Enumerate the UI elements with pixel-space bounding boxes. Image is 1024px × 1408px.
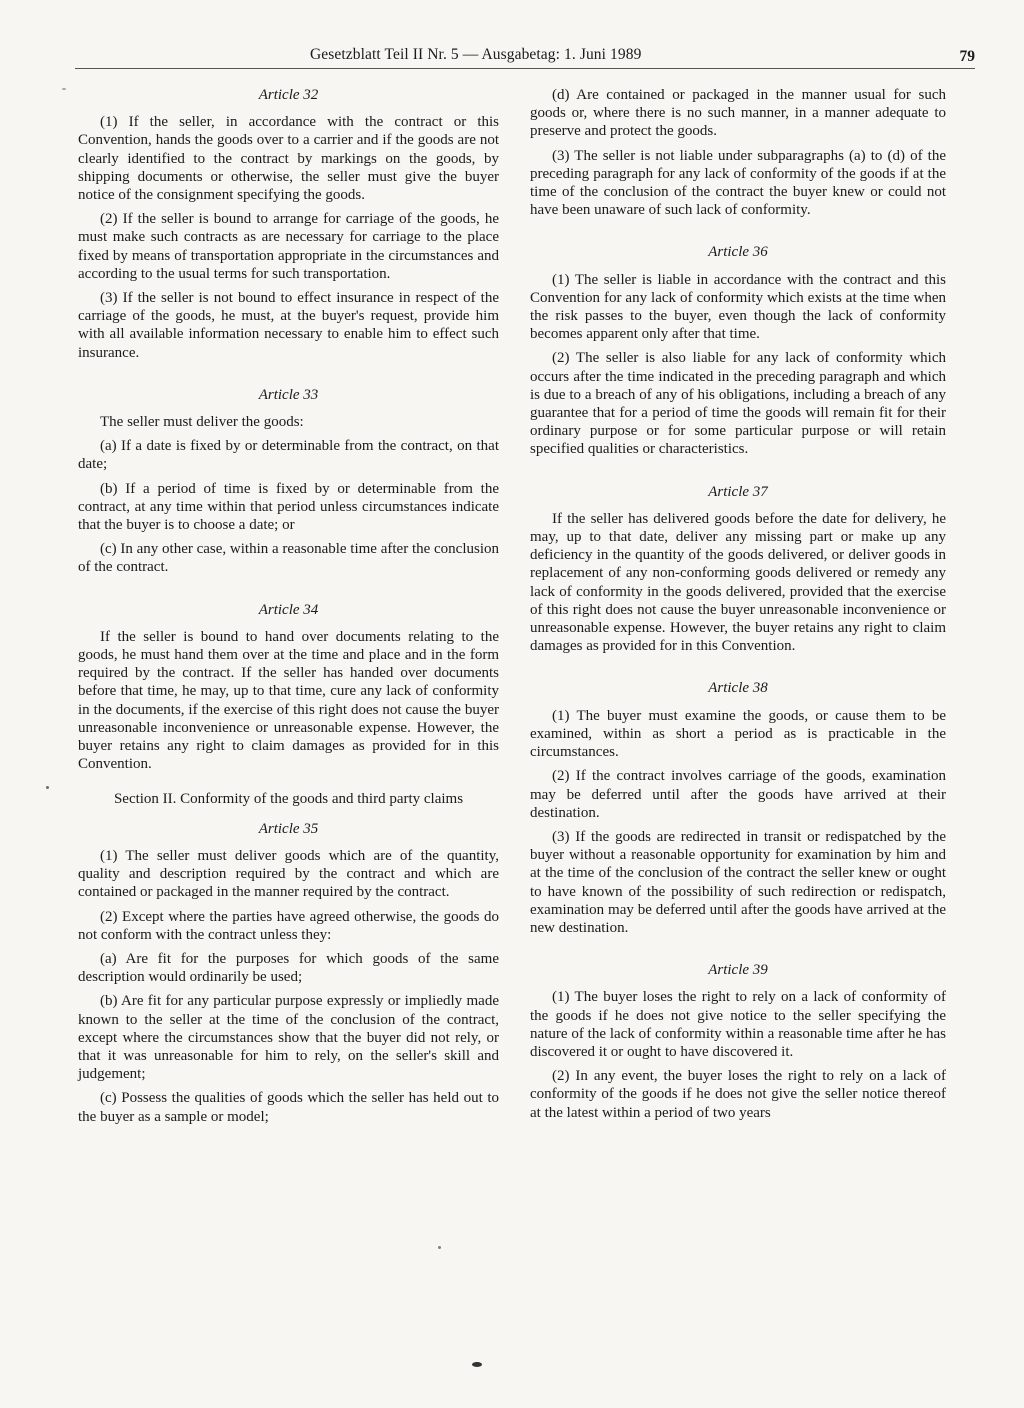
article-34-title: Article 34 <box>258 601 319 618</box>
article-39-title: Article 39 <box>708 962 768 979</box>
scan-speck <box>472 1362 482 1367</box>
article-32-para-2: (2) If the seller is bound to arrange for carriage of the goods, he must make such contracts as are necessary for carriage to the place fixed by means of transportation appropriate in the circumstances and according to the usual terms for such transportation. <box>78 211 499 282</box>
right-column <box>530 86 946 1128</box>
article-33-para-2: (a) If a date is fixed by or determinable from the contract, on that date; <box>78 438 499 473</box>
article-38-para-1: (1) The buyer must examine the goods, or cause them to be examined, within as short a period as is practicable in the circumstances. <box>530 707 946 761</box>
page-number: 79 <box>959 48 975 65</box>
article-38-para-2: (2) If the contract involves carriage of the goods, examination may be deferred until after the goods have arrived at their destination. <box>530 768 946 821</box>
scan-speck <box>46 786 49 789</box>
scan-speck <box>62 88 66 90</box>
article-33-title: Article 33 <box>258 386 319 403</box>
article-36-para-2: (2) The seller is also liable for any lack of conformity which occurs after the time indicated in the preceding paragraph and which is due to a breach of any of his obligations, including a breach of any guarantee that for a period of time the goods will remain fit for their ordinary purpose or for some particular purpose or will retain specified qualities or characteristics. <box>530 350 946 458</box>
article-38-para-3: (3) If the goods are redirected in transit or redispatched by the buyer without a reasonable opportunity for examination by him and at the time of the conclusion of the contract the seller knew or ought to have known of the possibility of such redirection or redispatch, examination may be deferred until after the goods have arrived at the new destination. <box>530 828 946 936</box>
scan-speck <box>438 1246 441 1249</box>
article-37-title: Article 37 <box>708 483 768 500</box>
article-38-title: Article 38 <box>708 680 768 697</box>
article-35-para-d: (d) Are contained or packaged in the manner usual for such goods or, where there is no such manner, in a manner adequate to preserve and protect the goods. <box>530 87 946 140</box>
header-rule <box>75 68 975 69</box>
left-column <box>78 86 499 1132</box>
article-34-para-1: If the seller is bound to hand over documents relating to the goods, he must hand them over at the time and place and in the form required by the contract. If the seller has handed over documents before that time, he may, up to that time, cure any lack of conformity in the documents, if the exercise of this right does not cause the buyer unreasonable inconvenience or unreasonable expense. However, the buyer retains any right to claim damages as provided for in this Convention. <box>78 628 499 773</box>
article-33-para-1: The seller must deliver the goods: <box>100 414 304 431</box>
article-36-title: Article 36 <box>708 244 768 261</box>
article-33-para-4: (c) In any other case, within a reasonable time after the conclusion of the contract. <box>78 541 500 576</box>
article-35-para-1: (1) The seller must deliver goods which are of the quantity, quality and description required by the contract and which are contained or packaged in the manner required by the contract. <box>78 847 499 901</box>
gazette-title: Gesetzblatt Teil II Nr. 5 — Ausgabetag: 1. Juni 1989 <box>310 46 642 63</box>
article-36-para-1: (1) The seller is liable in accordance with the contract and this Convention for any lack of conformity which exists at the time when the risk passes to the buyer, even though the lack of conformity becomes apparent only after that time. <box>530 271 946 343</box>
article-32-para-3: (3) If the seller is not bound to effect insurance in respect of the carriage of the goods, he must, at the buyer's request, provide him with all available information necessary to enable him to effect such insurance. <box>78 290 499 361</box>
section-2-title: Section II. Conformity of the goods and third party claims <box>113 790 464 807</box>
article-32-para-1: (1) If the seller, in accordance with the contract or this Convention, hands the goods over to a carrier and if the goods are not clearly identified to the contract by markings on the goods, by shipping documents or otherwise, the seller must give the buyer notice of the consignment specifying the goods. <box>78 114 499 204</box>
article-35-para-a: (a) Are fit for the purposes for which goods of the same description would ordinarily be used; <box>78 950 499 986</box>
article-37-para-1: If the seller has delivered goods before the date for delivery, he may, up to that date, deliver any missing part or make up any deficiency in the quantity of the goods delivered, or deliver goods in replacement of any non-conforming goods delivered or remedy any lack of conformity in the goods delivered, provided that the exercise of this right does not cause the buyer unreasonable inconvenience or unreasonable expense. However, the buyer retains any right to claim damages as provided for in this Convention. <box>530 510 946 655</box>
article-39-para-2: (2) In any event, the buyer loses the right to rely on a lack of conformity of the goods if he does not give the seller notice thereof at the latest within a period of two years <box>530 1068 946 1121</box>
article-32-title: Article 32 <box>258 87 319 103</box>
article-33-para-3: (b) If a period of time is fixed by or determinable from the contract, at any time within that period unless circumstances indicate that the buyer is to choose a date; or <box>78 480 499 534</box>
article-35-title: Article 35 <box>258 820 319 837</box>
article-35-para-2: (2) Except where the parties have agreed otherwise, the goods do not conform with the contract unless they: <box>78 908 499 943</box>
article-35-para-b: (b) Are fit for any particular purpose expressly or impliedly made known to the seller at the time of the conclusion of the contract, except where the circumstances show that the buyer did not rely, or that it was unreasonable for him to rely, on the seller's skill and judgement; <box>78 993 499 1083</box>
article-39-para-1: (1) The buyer loses the right to rely on a lack of conformity of the goods if he does not give notice to the seller specifying the nature of the lack of conformity within a reasonable time after he has discovered it or ought to have discovered it. <box>530 989 946 1060</box>
article-35-para-c: (c) Possess the qualities of goods which the seller has held out to the buyer as a sample or model; <box>78 1090 499 1125</box>
article-35-para-3: (3) The seller is not liable under subparagraphs (a) to (d) of the preceding paragraph for any lack of conformity of the goods if at the time of the conclusion of the contract the buyer knew or could not have been unaware of such lack of conformity. <box>530 147 946 219</box>
